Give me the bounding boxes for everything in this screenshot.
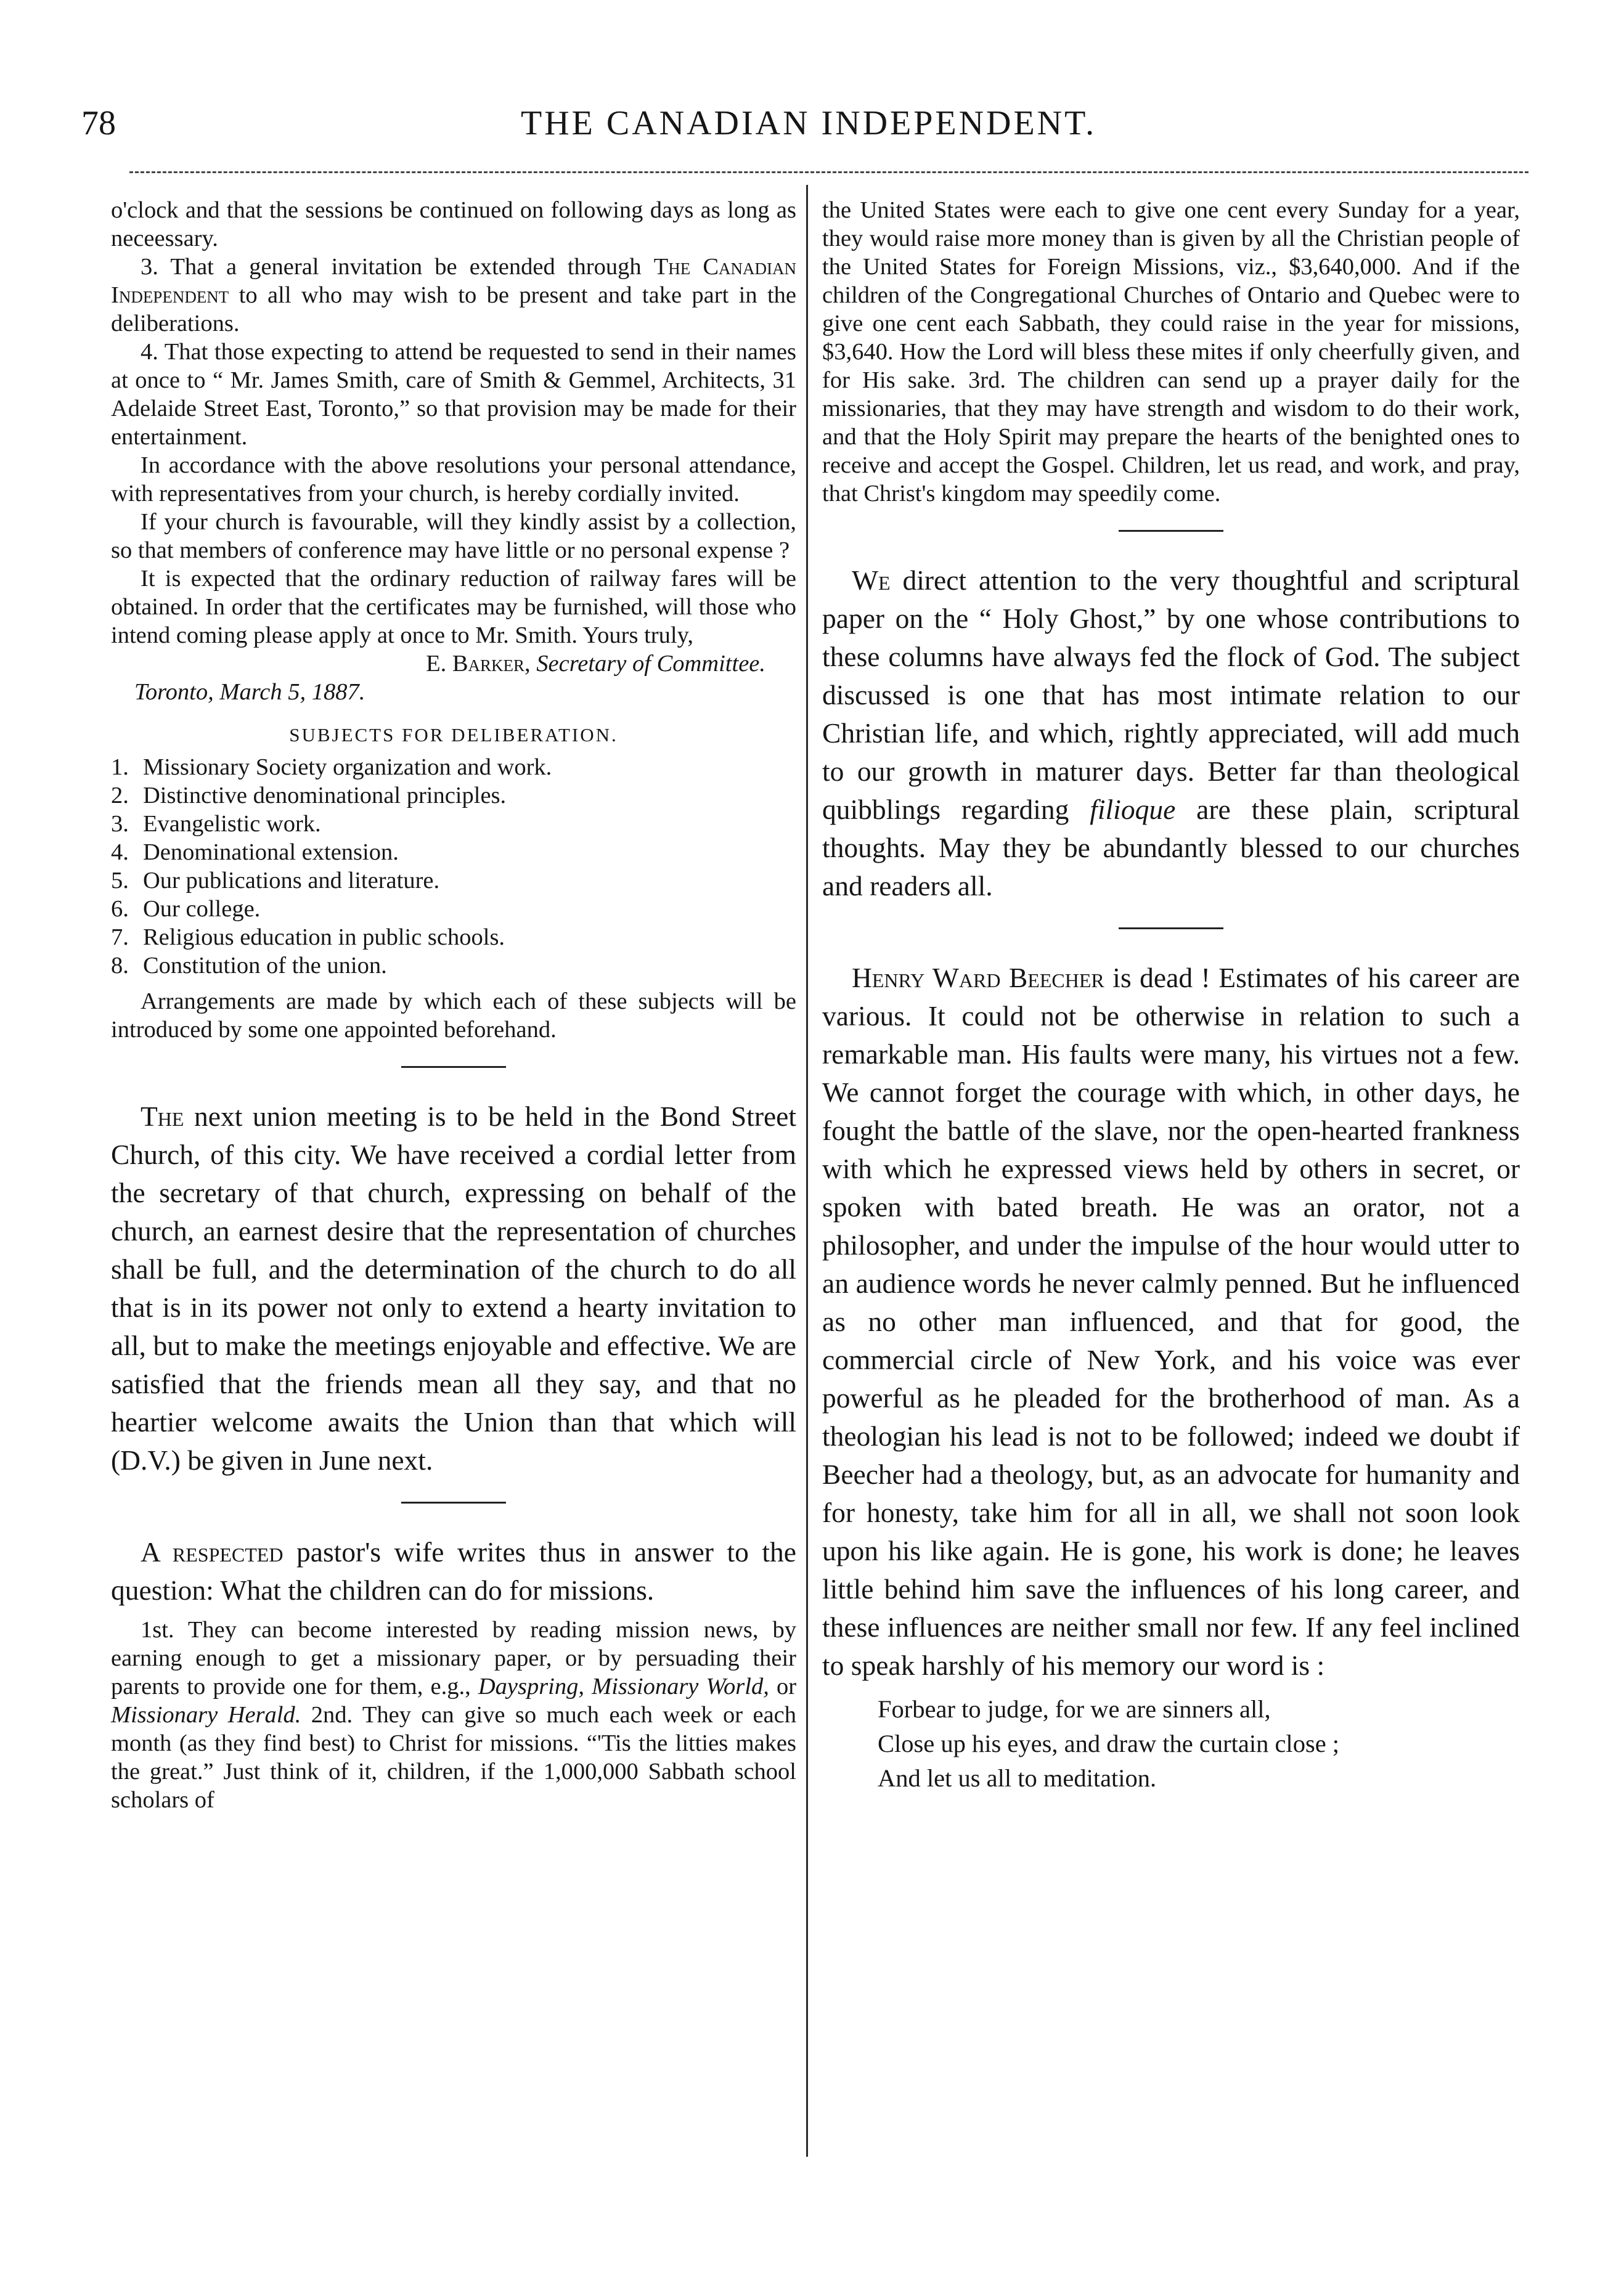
section-rule <box>401 1502 506 1504</box>
poem-quote <box>822 1692 1520 1796</box>
list-item: 6. Our college. <box>111 896 261 922</box>
section-rule <box>1119 927 1223 929</box>
poem-line: Forbear to judge, for we are sinners all, <box>878 1695 1271 1723</box>
invitation-paragraph: In accordance with the above resolutions your personal attendance, with representatives from your church, is hereby cordially invited. <box>111 452 796 507</box>
poem-line: Close up his eyes, and draw the curtain close ; <box>878 1730 1340 1757</box>
subjects-heading: SUBJECTS FOR DELIBERATION. <box>289 724 618 746</box>
union-meeting-article: The next union meeting is to be held in the Bond Street Church, of this city. We have received a cordial letter from the secretary of that church, expressing on behalf of the church, an earnest desire that the representation of churches shall be full, and the determination of the church to do all that is in its power not only to extend a hearty invitation to all, but to make the meetings enjoyable and effective. We are satisfied that the friends mean all they say, and that no heartier welcome awaits the Union than that which will (D.V.) be given in June next. <box>111 1101 796 1476</box>
holy-ghost-article: We direct attention to the very thoughtful and scriptural paper on the “ Holy Ghost,” by one whose contributions to these columns have always fed the flock of God. The subject discussed is one that has most intimate relation to our Christian life, and which, rightly appreciated, will add much to our growth in maturer days. Better far than theological quibblings regarding filioque are these plain, scriptural thoughts. May they be abundantly blessed to our churches and readers all. <box>822 564 1520 902</box>
pastor-letter-intro: A respected pastor's wife writes thus in answer to the question: What the children can do for missions. <box>111 1536 796 1606</box>
signature: E. Barker, Secretary of Committee. <box>426 651 765 677</box>
poem-line: And let us all to meditation. <box>878 1764 1157 1792</box>
conference-notice <box>111 196 796 1044</box>
right-column <box>822 196 1520 1796</box>
left-column <box>111 196 796 1814</box>
running-title: THE CANADIAN INDEPENDENT. <box>521 104 1097 142</box>
page-header <box>0 0 1616 185</box>
dateline: Toronto, March 5, 1887. <box>134 679 365 705</box>
journal-name: The Canadian Independent <box>111 254 797 308</box>
pastor-letter-body: 1st. They can become interested by reading mission news, by earning enough to get a missionary paper, or by persuading their parents to provide one for them, e.g., Dayspring, Missionary World, or Missionary Herald. 2nd. They can give so much each week or each month (as they find best) to Christ for missions. “'Tis the litties makes the great.” Just think of it, children, if the 1,000,000 Sabbath school scholars of <box>111 1617 797 1813</box>
list-item: 3. Evangelistic work. <box>111 811 321 837</box>
arrangements-paragraph: Arrangements are made by which each of these subjects will be introduced by some one appointed beforehand. <box>111 988 796 1043</box>
beecher-article: Henry Ward Beecher is dead ! Estimates of his career are various. It could not be otherwise in relation to such a remarkable man. His faults were many, his virtues not a few. We cannot forget the courage with which, in other days, he fought the battle of the slave, nor the open-hearted frankness with which he expressed views held by others in secret, or spoken with bated breath. He was an orator, not a philosopher, and under the impulse of the hour would utter to an audience words he never calmly penned. But he influenced as no other man influenced, and that for good, the commercial circle of New York, and his voice was ever powerful as he pleaded for the brotherhood of man. As a theologian his lead is not to be followed; indeed we doubt if Beecher had a theology, but, as an advocate for humanity and for honesty, take him for all in all, we shall not soon look upon his like again. He is gone, his work is done; he leaves little behind him save the influences of his long career, and these influences are neither small nor few. If any feel inclined to speak harshly of his memory our word is : <box>822 962 1520 1681</box>
pastor-letter-continued: the United States were each to give one cent every Sunday for a year, they would raise more money than is given by all the Christian people of the United States for Foreign Missions, viz., $3,640,000. And if the children of the Congregational Churches of Ontario and Quebec were to give one cent each Sabbath, they could raise in the year for missions, $3,640. How the Lord will bless these mites if only cheerfully given, and for His sake. 3rd. The children can send up a prayer daily for the missionaries, that they may have strength and wisdom to do their work, and that the Holy Spirit may prepare the hearts of the benighted ones to receive and accept the Gospel. Children, let us read, and work, and pray, that Christ's kingdom may speedily come. <box>822 197 1520 507</box>
list-item: 2. Distinctive denominational principles. <box>111 783 507 808</box>
section-rule <box>401 1066 506 1068</box>
collection-paragraph: If your church is favourable, will they kindly assist by a collection, so that members of conference may have little or no personal expense ? <box>111 509 796 563</box>
section-rule <box>1119 530 1223 532</box>
subjects-list <box>111 753 796 980</box>
list-item: 8. Constitution of the union. <box>111 953 387 979</box>
list-item: 1. Missionary Society organization and work. <box>111 754 552 780</box>
lead-word: A respected <box>141 1536 284 1568</box>
lead-word: We <box>852 564 891 596</box>
page-number: 78 <box>81 104 116 142</box>
header-rule <box>129 171 1528 173</box>
resolution-3: 3. That a general invitation be extended through The Canadian Independent to all who may wish to be present and take part in the deliberations. <box>111 254 797 336</box>
lead-word: Henry Ward Beecher <box>852 962 1104 993</box>
resolution-4: 4. That those expecting to attend be requested to send in their names at once to “ Mr. James Smith, care of Smith & Gemmel, Architects, 31 Adelaide Street East, Toronto,” so that provision may be made for their entertainment. <box>111 339 796 450</box>
column-divider <box>806 185 808 2157</box>
sessions-paragraph: o'clock and that the sessions be continued on following days as long as neceessary. <box>111 197 796 251</box>
lead-word: The <box>141 1101 184 1132</box>
list-item: 4. Denominational extension. <box>111 839 399 865</box>
list-item: 7. Religious education in public schools. <box>111 924 505 950</box>
railway-paragraph: It is expected that the ordinary reduction of railway fares will be obtained. In order that the certificates may be furnished, will those who intend coming please apply at once to Mr. Smith. Yours truly, <box>111 566 796 648</box>
list-item: 5. Our publications and literature. <box>111 868 440 894</box>
